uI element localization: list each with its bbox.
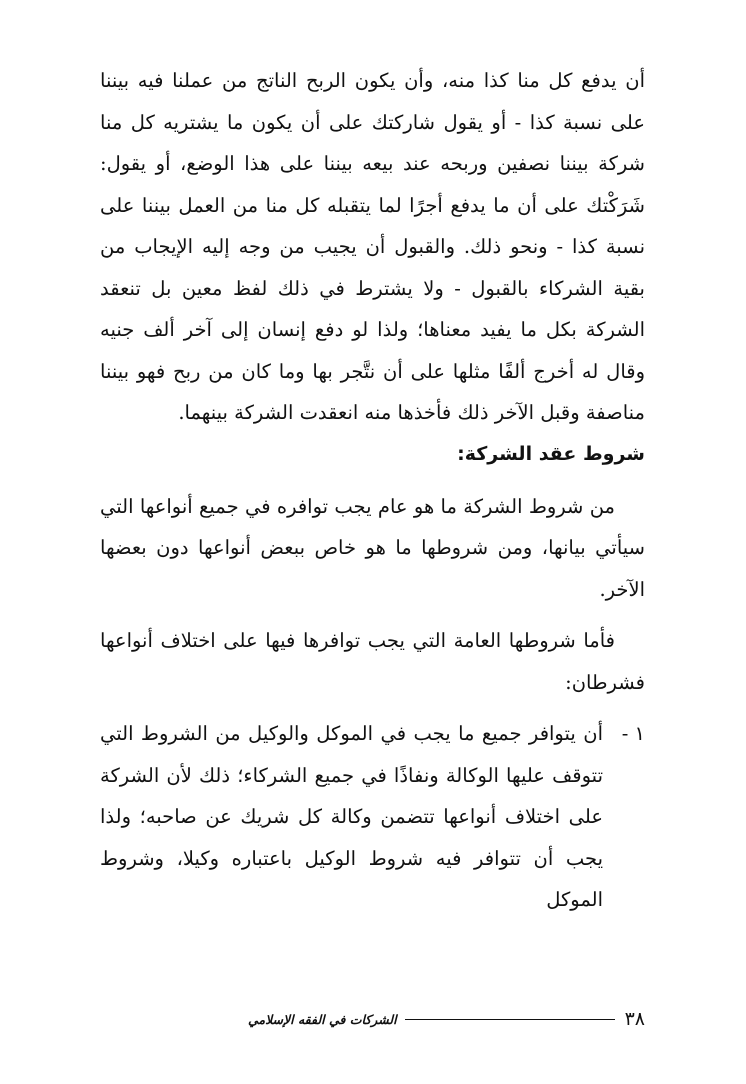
list-item [100,713,645,921]
body-paragraph: فأما شروطها العامة التي يجب توافرها فيها على اختلاف أنواعها فشرطان: [100,629,645,694]
body-paragraph: من شروط الشركة ما هو عام يجب توافره في جميع أنواعها التي سيأتي بيانها، ومن شروطها ما هو خاص ببعض أنواعها دون بعضها الآخر. [100,494,645,601]
list-item-text: أن يتوافر جميع ما يجب في الموكل والوكيل من الشروط التي تتوقف عليها الوكالة ونفاذًا في جميع الشركاء؛ ذلك لأن الشركة على اختلاف أنواعها تتضمن وكالة كل شريك عن صاحبه؛ ولذا يجب أن تتوافر فيه شروط الوكيل باعتباره وكيلا، وشروط الموكل [100,722,603,911]
book-title: الشركات في الفقه الإسلامي [247,1011,397,1027]
list-item-number: ١ - [621,722,645,745]
section-heading: شروط عقد الشركة: [457,442,645,465]
body-paragraph: أن يدفع كل منا كذا منه، وأن يكون الربح الناتج من عملنا فيه بيننا على نسبة كذا - أو يقول شاركتك على أن يكون ما يشتريه كل منا شركة بيننا نصفين وربحه عند بيعه بيننا على هذا الوضع، أو يقول: شَرَكْتك على أن ما يدفع أجرًا لما يتقبله كل منا من العمل بيننا على نسبة كذا - ونحو ذلك. والقبول أن يجيب من وجه إليه الإيجاب من بقية الشركاء بالقبول - ولا يشترط في ذلك لفظ معين بل تنعقد الشركة بكل ما يفيد معناها؛ ولذا لو دفع إنسان إلى آخر ألف جنيه وقال له أخرج ألفًا مثلها على أن نتَّجر بها وما كان من ربح فهو بيننا مناصفة وقبل الآخر ذلك فأخذها منه انعقدت الشركة بينهما. [100,69,645,424]
page-footer [100,1008,645,1030]
footer-divider [405,1019,615,1020]
page-body [100,60,645,921]
page-number: ٣٨ [624,1008,645,1030]
